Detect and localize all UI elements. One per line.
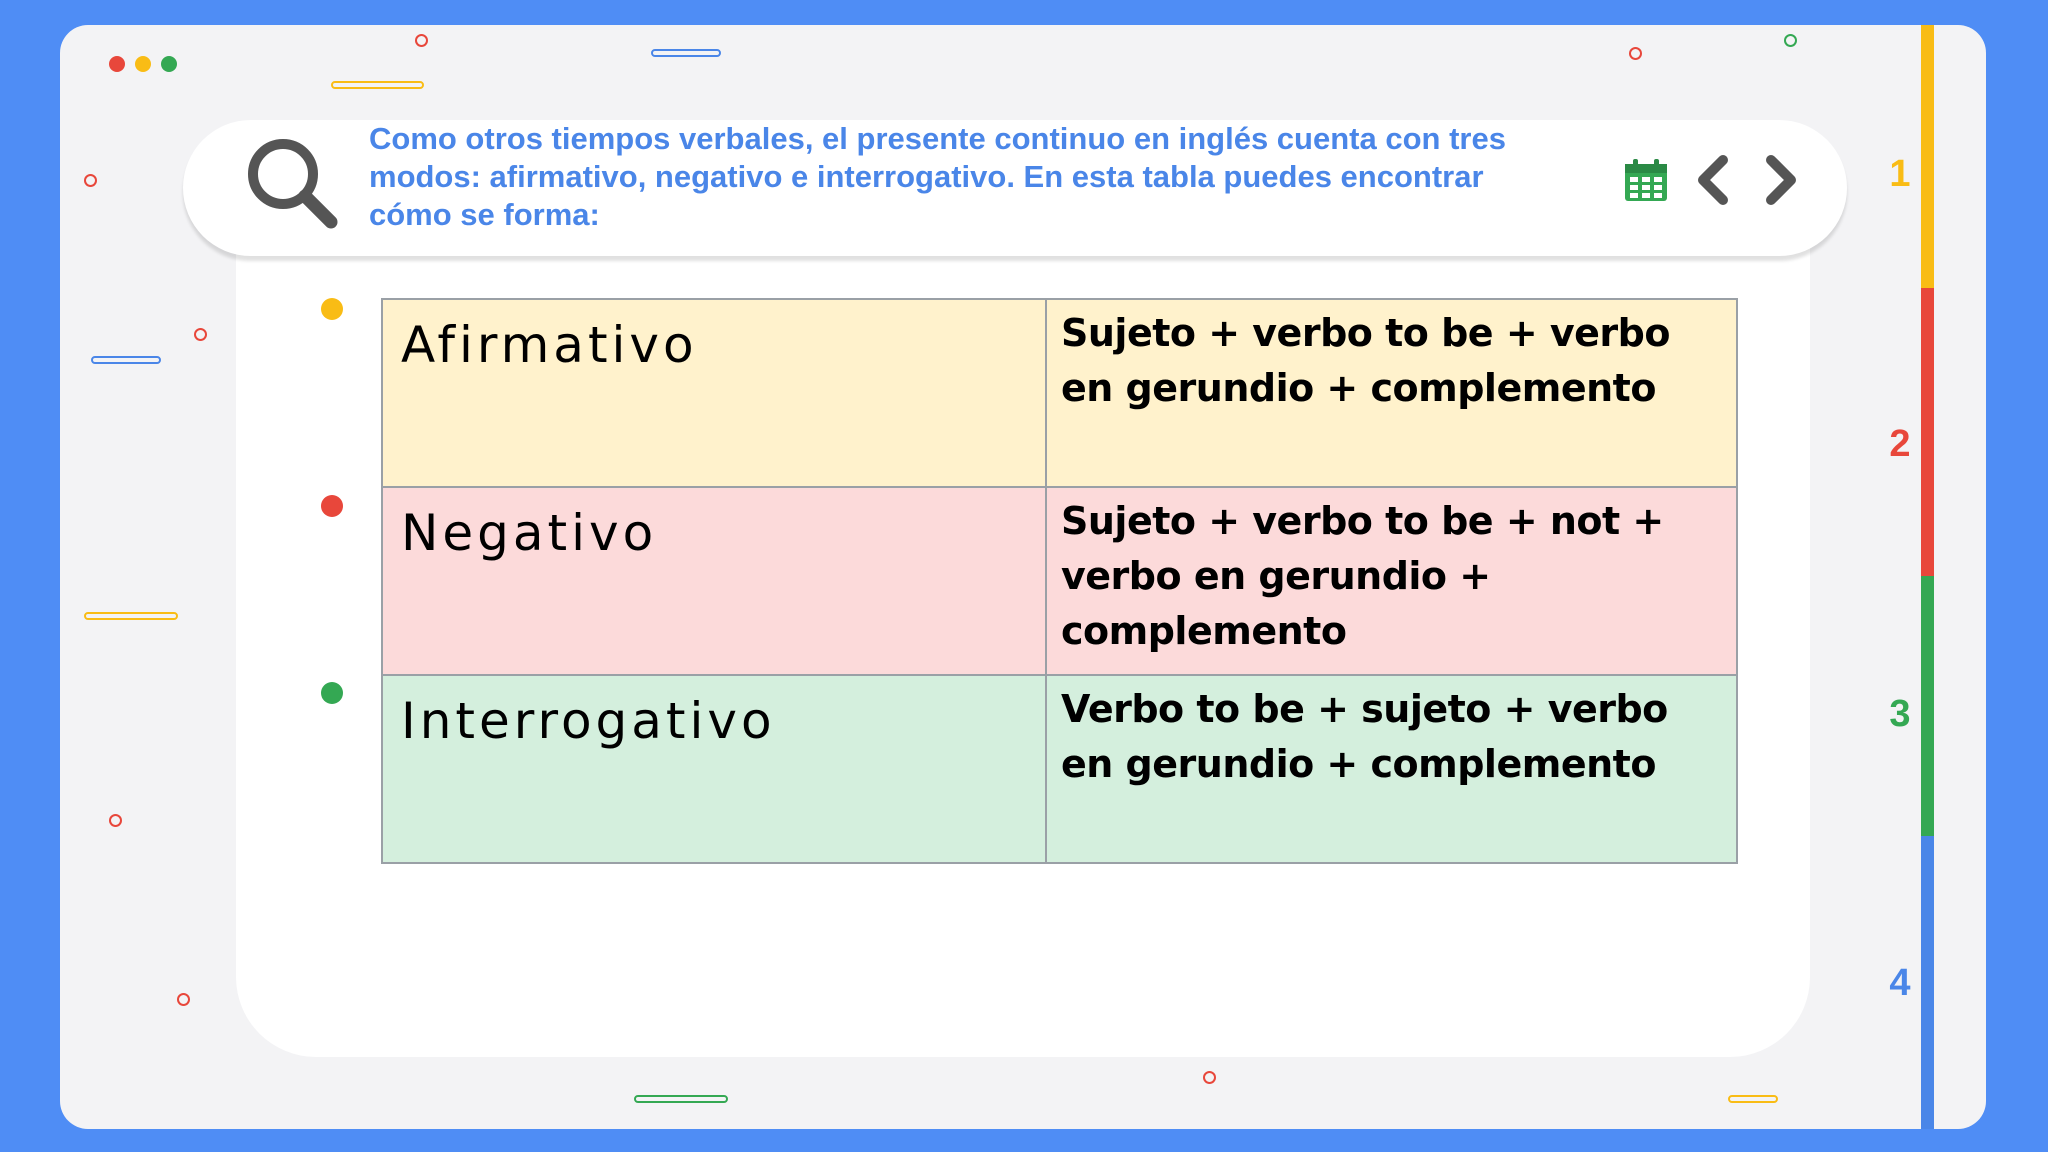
window-controls — [109, 56, 177, 72]
search-query-text[interactable]: Como otros tiempos verbales, el presente continuo en inglés cuenta con tres modos: afirmativo, negativo e interrogativo. En esta tabla puedes encontrar cómo se forma: — [369, 121, 1506, 232]
bullet-dot-yellow — [321, 298, 343, 320]
mode-cell: Negativo — [382, 487, 1046, 675]
close-window-button[interactable] — [109, 56, 125, 72]
decorative-ring — [177, 993, 190, 1006]
table-row — [382, 299, 1737, 487]
mode-cell: Afirmativo — [382, 299, 1046, 487]
decorative-ring — [84, 174, 97, 187]
bullet-dot-red — [321, 495, 343, 517]
side-tab-bar-1[interactable] — [1921, 25, 1934, 288]
decorative-ring — [1203, 1071, 1216, 1084]
minimize-window-button[interactable] — [135, 56, 151, 72]
decorative-pill — [651, 49, 721, 57]
table-row — [382, 675, 1737, 863]
mode-cell: Interrogativo — [382, 675, 1046, 863]
side-tab-2[interactable]: 2 — [1889, 423, 1911, 465]
decorative-ring — [109, 814, 122, 827]
side-tab-3[interactable]: 3 — [1889, 693, 1911, 735]
side-tab-1[interactable]: 1 — [1889, 153, 1911, 195]
formula-cell: Sujeto + verbo to be + verbo en gerundio + complemento — [1046, 299, 1737, 487]
decorative-pill — [634, 1095, 728, 1103]
app-window — [60, 25, 1986, 1129]
calendar-icon[interactable] — [1623, 157, 1669, 208]
search-icon[interactable] — [243, 134, 343, 234]
decorative-ring — [1784, 34, 1797, 47]
decorative-pill — [84, 612, 178, 620]
side-tab-4[interactable]: 4 — [1889, 962, 1911, 1004]
bullet-dot-green — [321, 682, 343, 704]
search-bar[interactable] — [183, 120, 1847, 256]
toolbar-icons — [1623, 152, 1805, 213]
decorative-pill — [91, 356, 161, 364]
decorative-ring — [415, 34, 428, 47]
formula-cell: Sujeto + verbo to be + not + verbo en gerundio + complemento — [1046, 487, 1737, 675]
side-tab-strip — [1921, 25, 1934, 1129]
grammar-table — [381, 298, 1738, 864]
chevron-right-icon[interactable] — [1757, 152, 1805, 213]
decorative-ring — [194, 328, 207, 341]
side-tab-bar-4[interactable] — [1921, 836, 1934, 1129]
side-tab-bar-3[interactable] — [1921, 576, 1934, 836]
decorative-ring — [1629, 47, 1642, 60]
side-tab-bar-2[interactable] — [1921, 288, 1934, 576]
table-row — [382, 487, 1737, 675]
decorative-pill — [331, 81, 424, 89]
maximize-window-button[interactable] — [161, 56, 177, 72]
chevron-left-icon[interactable] — [1689, 152, 1737, 213]
formula-cell: Verbo to be + sujeto + verbo en gerundio + complemento — [1046, 675, 1737, 863]
decorative-pill — [1728, 1095, 1778, 1103]
